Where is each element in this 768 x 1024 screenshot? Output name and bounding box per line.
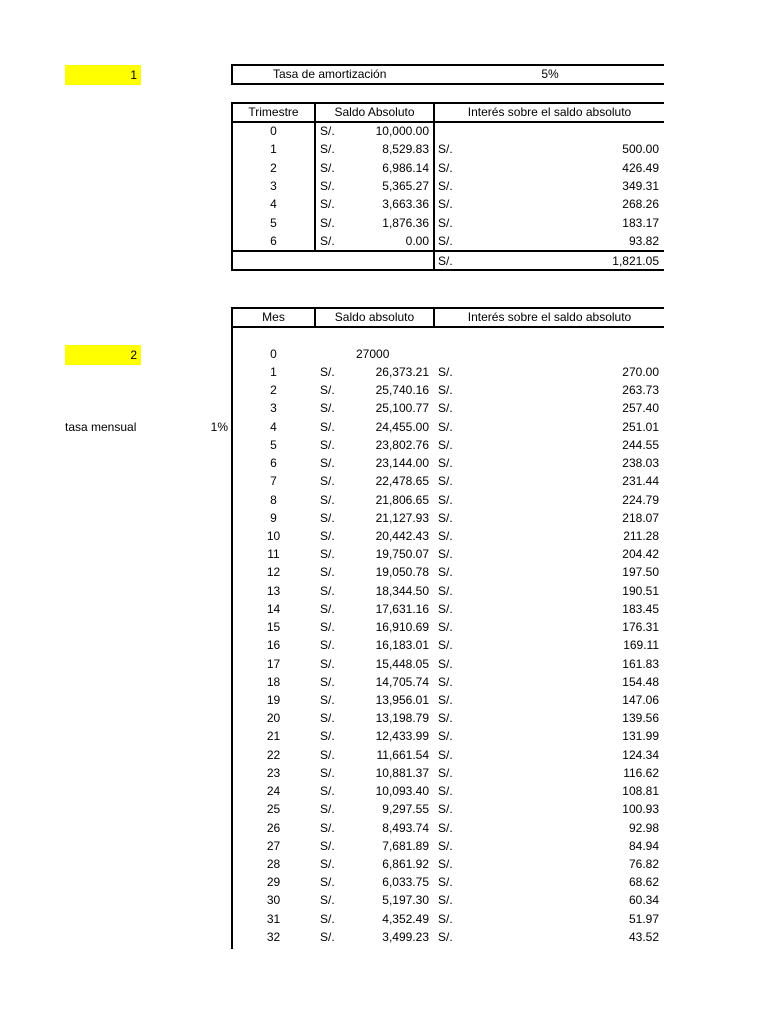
table2-row-interest: 263.73 (622, 383, 659, 398)
table2-row-balance: 16,910.69 (375, 620, 429, 635)
table2-row-interest: 257.40 (622, 401, 659, 416)
table2-row-period: 21 (266, 729, 281, 744)
table2-header-border (231, 326, 664, 328)
table1-row-interest: 426.49 (622, 160, 659, 175)
table1-row-interest (560, 122, 659, 140)
table2-row-period: 31 (266, 911, 281, 926)
table2-row-currency: S/. (320, 747, 335, 762)
table2-row-period: 18 (266, 674, 281, 689)
table2-row-balance: 20,442.43 (375, 528, 429, 543)
table1-row-balance: 1,876.36 (382, 215, 429, 230)
table2-row-balance: 18,344.50 (375, 583, 429, 598)
table2-row-currency: S/. (320, 565, 335, 580)
table2-row-interest: 169.11 (623, 638, 659, 653)
table2-row-currency: S/. (320, 911, 335, 926)
table2-row-balance: 4,352.49 (382, 911, 429, 926)
table2-row-balance: 23,144.00 (375, 456, 429, 471)
table2-row-interest-currency: S/. (438, 456, 453, 471)
table1-row-interest-currency: S/. (438, 197, 453, 212)
table2-row-period: 24 (266, 784, 281, 799)
table2-row-interest: 124.34 (622, 747, 659, 762)
table2-row-interest-currency: S/. (438, 656, 453, 671)
table2-row-currency: S/. (320, 638, 335, 653)
table2-row-interest: 100.93 (622, 802, 659, 817)
table2-row-period: 27 (266, 838, 281, 853)
table2-row-period: 30 (266, 893, 281, 908)
table2-row-interest-currency: S/. (438, 765, 453, 780)
table2-row-interest-currency: S/. (438, 802, 453, 817)
table2-row-period: 17 (266, 656, 281, 671)
table2-row-period: 2 (270, 383, 277, 398)
table1-row-balance: 5,365.27 (382, 178, 429, 193)
table2-row-balance: 13,956.01 (375, 692, 429, 707)
table2-row-interest: 108.81 (622, 784, 659, 799)
table2-row-period: 23 (266, 765, 281, 780)
table1-row-interest: 93.82 (628, 233, 659, 248)
table2-row-interest: 76.82 (628, 856, 659, 871)
table1-row-balance: 3,663.36 (382, 197, 429, 212)
table2-row-interest-currency: S/. (438, 601, 453, 616)
table2-row-period: 8 (270, 492, 277, 507)
table2-row-interest: 211.28 (623, 528, 659, 543)
table2-row-currency: S/. (320, 856, 335, 871)
table2-row-currency: S/. (320, 893, 335, 908)
table2-row-period: 28 (266, 856, 281, 871)
table2-row-period: 15 (266, 620, 281, 635)
rate-box-label: Tasa de amortización (273, 67, 387, 81)
table2-row-period: 25 (266, 802, 281, 817)
table2-row-interest-currency: S/. (438, 474, 453, 489)
table1-row-period: 6 (270, 233, 277, 248)
table1-row-period: 3 (270, 178, 277, 193)
table1-row-interest-currency: S/. (438, 178, 453, 193)
table2-header-balance: Saldo absoluto (334, 310, 415, 324)
table2-row-balance: 7,681.89 (382, 838, 429, 853)
table2-row-period: 19 (266, 692, 281, 707)
table2-row-balance: 3,499.23 (382, 929, 429, 944)
table1-row-interest: 268.26 (622, 197, 659, 212)
table1-row-interest-currency: S/. (438, 160, 453, 175)
table2-row-balance: 24,455.00 (375, 419, 429, 434)
table2-row-period: 32 (266, 929, 281, 944)
table2-row-currency: S/. (320, 601, 335, 616)
table2-row-period: 26 (266, 820, 281, 835)
table2-row-balance: 6,033.75 (382, 875, 429, 890)
table2-row-period: 3 (270, 401, 277, 416)
table2-row-balance: 19,750.07 (375, 547, 429, 562)
table2-row-currency: S/. (320, 419, 335, 434)
table1-row-currency: S/. (320, 233, 335, 248)
table2-row-currency: S/. (320, 383, 335, 398)
section-marker-2: 2 (65, 345, 141, 365)
table2-row-interest-currency: S/. (438, 711, 453, 726)
table1-row-currency: S/. (320, 124, 335, 138)
table2-row-currency: S/. (320, 583, 335, 598)
table1-row-interest-currency: S/. (438, 215, 453, 230)
table2-row-interest-currency: S/. (438, 747, 453, 762)
table2-row-interest: 251.01 (622, 419, 659, 434)
table1-row-interest: 500.00 (622, 142, 659, 157)
table2-row-interest-currency: S/. (438, 583, 453, 598)
table1-col-divider-2 (433, 102, 435, 271)
table2-row-currency: S/. (320, 784, 335, 799)
table2-row-interest: 116.62 (623, 765, 659, 780)
table2-row-interest: 197.50 (622, 565, 659, 580)
table2-row-balance: 9,297.55 (382, 802, 429, 817)
table1-total-value: 1,821.05 (612, 254, 659, 268)
table2-row-interest: 190.51 (622, 583, 659, 598)
table2-row-interest: 231.44 (622, 474, 659, 489)
table2-row-currency: S/. (320, 620, 335, 635)
table1-col-divider-1 (314, 102, 316, 252)
table2-row-interest-currency: S/. (438, 638, 453, 653)
table2-row-interest: 218.07 (622, 510, 659, 525)
table2-row-currency: S/. (320, 401, 335, 416)
table2-row-period: 20 (266, 711, 281, 726)
table1-row-currency: S/. (320, 197, 335, 212)
section-marker-1: 1 (65, 65, 141, 85)
table2-row-balance: 10,881.37 (375, 765, 429, 780)
table1-total-currency: S/. (438, 254, 453, 268)
table1-row-balance: 10,000.00 (375, 124, 429, 138)
table2-row-currency: S/. (320, 838, 335, 853)
table2-row-balance: 25,740.16 (375, 383, 429, 398)
table1-row-period: 5 (270, 215, 277, 230)
table2-row-period: 14 (266, 601, 281, 616)
table2-row-currency: S/. (320, 929, 335, 944)
table2-row-interest-currency: S/. (438, 401, 453, 416)
table2-row-interest: 204.42 (622, 547, 659, 562)
table2-row-interest-currency: S/. (438, 784, 453, 799)
table2-row-interest-currency: S/. (438, 419, 453, 434)
table2-row-interest: 183.45 (622, 601, 659, 616)
table2-row-balance: 26,373.21 (375, 365, 429, 379)
table2-row-interest-currency: S/. (438, 547, 453, 562)
table2-row-currency: S/. (320, 802, 335, 817)
table2-row-currency: S/. (320, 528, 335, 543)
table2-row-period: 11 (267, 547, 280, 562)
table2-row-interest: 139.56 (622, 711, 659, 726)
table2-row-interest-currency: S/. (438, 620, 453, 635)
rate-box-bottom-border (231, 83, 664, 85)
table2-row-period: 1 (270, 365, 277, 379)
table2-row-interest-currency: S/. (438, 856, 453, 871)
table2-row-currency: S/. (320, 692, 335, 707)
rate-box-left-border (231, 64, 233, 85)
table2-row-balance: 10,093.40 (375, 784, 429, 799)
table2-row-period: 22 (266, 747, 281, 762)
table2-row-balance: 16,183.01 (375, 638, 429, 653)
table2-row-balance: 17,631.16 (375, 601, 429, 616)
table2-row-period: 29 (266, 875, 281, 890)
table2-row-currency: S/. (320, 547, 335, 562)
table2-row-currency: S/. (320, 674, 335, 689)
table2-row-balance: 6,861.92 (382, 856, 429, 871)
table2-row-interest-currency: S/. (438, 383, 453, 398)
table2-row-interest-currency: S/. (438, 565, 453, 580)
table2-row-currency: S/. (320, 365, 335, 379)
table1-row-interest-currency: S/. (438, 142, 453, 157)
table2-initial-month: 0 (270, 347, 277, 361)
table2-row-interest: 154.48 (622, 674, 659, 689)
table2-row-interest: 147.06 (622, 692, 659, 707)
table2-row-period: 4 (270, 419, 277, 434)
table1-header-interest: Interés sobre el saldo absoluto (467, 105, 632, 119)
table2-row-period: 6 (270, 456, 277, 471)
table2-row-interest-currency: S/. (438, 729, 453, 744)
monthly-rate-value: 1% (210, 420, 228, 434)
table2-row-currency: S/. (320, 729, 335, 744)
table2-row-balance: 5,197.30 (382, 893, 429, 908)
table2-row-currency: S/. (320, 456, 335, 471)
table2-row-interest: 43.52 (628, 929, 659, 944)
table2-row-balance: 12,433.99 (375, 729, 429, 744)
table2-row-interest: 244.55 (622, 437, 659, 452)
table2-row-interest: 224.79 (622, 492, 659, 507)
table2-row-currency: S/. (320, 656, 335, 671)
table2-row-balance: 21,806.65 (375, 492, 429, 507)
table2-header-interest: Interés sobre el saldo absoluto (467, 310, 632, 324)
table1-header-period: Trimestre (248, 105, 299, 119)
table2-row-interest: 68.62 (628, 875, 659, 890)
table2-row-balance: 22,478.65 (375, 474, 429, 489)
table2-row-currency: S/. (320, 711, 335, 726)
table2-row-period: 16 (266, 638, 281, 653)
table2-row-interest: 131.99 (622, 729, 659, 744)
table2-row-interest-currency: S/. (438, 893, 453, 908)
table2-row-currency: S/. (320, 492, 335, 507)
table2-row-currency: S/. (320, 474, 335, 489)
table2-row-interest-currency: S/. (438, 911, 453, 926)
table2-row-balance: 19,050.78 (375, 565, 429, 580)
table2-row-balance: 8,493.74 (382, 820, 429, 835)
table1-row-period: 0 (270, 124, 277, 138)
table2-row-interest: 161.83 (622, 656, 659, 671)
table2-initial-balance: 27000 (356, 347, 390, 361)
table2-row-interest-currency: S/. (438, 365, 453, 379)
table1-row-period: 4 (270, 197, 277, 212)
table1-row-balance: 8,529.83 (382, 142, 429, 157)
table1-row-currency: S/. (320, 142, 335, 157)
table2-row-period: 12 (266, 565, 281, 580)
table2-row-interest-currency: S/. (438, 437, 453, 452)
table2-row-interest: 60.34 (628, 893, 659, 908)
table2-row-interest: 84.94 (628, 838, 659, 853)
table2-row-interest-currency: S/. (438, 528, 453, 543)
monthly-rate-label: tasa mensual (65, 420, 137, 434)
table1-row-interest-currency: S/. (438, 233, 453, 248)
table2-row-interest-currency: S/. (438, 510, 453, 525)
table2-row-period: 10 (266, 528, 281, 543)
table2-row-interest: 270.00 (622, 365, 659, 379)
table2-row-currency: S/. (320, 437, 335, 452)
table1-row-interest: 183.17 (622, 215, 659, 230)
rate-box-value: 5% (541, 67, 559, 81)
table1-row-period: 1 (270, 142, 277, 157)
table2-row-interest-currency: S/. (438, 492, 453, 507)
table2-row-interest-currency: S/. (438, 674, 453, 689)
table2-row-interest-currency: S/. (438, 929, 453, 944)
table1-row-interest: 349.31 (622, 178, 659, 193)
table2-row-interest-currency: S/. (438, 692, 453, 707)
table1-row-balance: 6,986.14 (382, 160, 429, 175)
table2-row-currency: S/. (320, 510, 335, 525)
table2-row-interest: 176.31 (622, 620, 659, 635)
table2-row-currency: S/. (320, 820, 335, 835)
table2-row-balance: 13,198.79 (375, 711, 429, 726)
table2-row-period: 13 (266, 583, 281, 598)
table2-row-interest: 51.97 (628, 911, 659, 926)
table2-header-month: Mes (262, 310, 285, 324)
table2-row-interest: 92.98 (628, 820, 659, 835)
table2-row-period: 7 (270, 474, 277, 489)
table1-header-balance: Saldo Absoluto (334, 105, 415, 119)
table2-row-interest-currency: S/. (438, 820, 453, 835)
table2-row-balance: 14,705.74 (375, 674, 429, 689)
table2-row-currency: S/. (320, 765, 335, 780)
table1-row-balance: 0.00 (405, 233, 429, 248)
table2-row-interest-currency: S/. (438, 838, 453, 853)
table2-row-balance: 25,100.77 (375, 401, 429, 416)
table2-row-balance: 23,802.76 (375, 437, 429, 452)
table2-row-period: 9 (270, 510, 277, 525)
table1-row-currency: S/. (320, 178, 335, 193)
table1-row-period: 2 (270, 160, 277, 175)
table2-row-balance: 15,448.05 (375, 656, 429, 671)
table2-row-currency: S/. (320, 875, 335, 890)
table2-row-balance: 11,661.54 (376, 747, 429, 762)
table2-row-period: 5 (270, 437, 277, 452)
table1-row-currency: S/. (320, 160, 335, 175)
table1-row-currency: S/. (320, 215, 335, 230)
table2-row-interest: 238.03 (622, 456, 659, 471)
table2-row-balance: 21,127.93 (375, 510, 429, 525)
table2-row-interest-currency: S/. (438, 875, 453, 890)
